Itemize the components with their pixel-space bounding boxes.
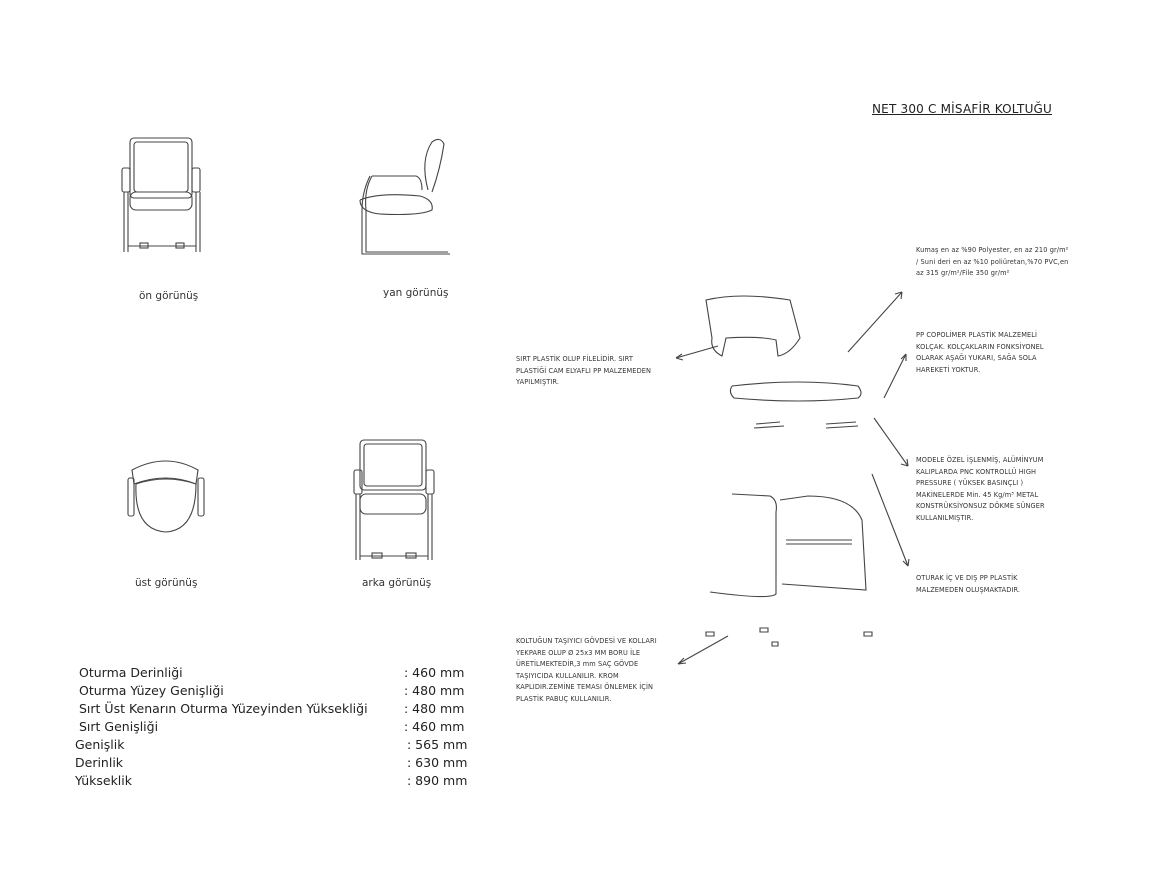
note-line: MALZEMEDEN OLUŞMAKTADIR. bbox=[916, 585, 1021, 594]
note-line: ÜRETİLMEKTEDİR,3 mm SAÇ GÖVDE bbox=[516, 660, 639, 668]
back-view-drawing bbox=[354, 440, 434, 560]
exploded-view-drawing bbox=[706, 296, 872, 646]
note-back-shell bbox=[516, 354, 651, 389]
spec-label: Oturma Yüzey Genişliği bbox=[79, 683, 224, 698]
spec-value: : 890 mm bbox=[407, 773, 468, 788]
note-frame bbox=[516, 636, 657, 705]
spec-label: Oturma Derinliği bbox=[79, 665, 183, 680]
note-line: / Suni deri en az %10 poliüretan,%70 PVC,en bbox=[916, 257, 1069, 266]
spec-value: : 460 mm bbox=[404, 665, 465, 680]
note-line: Kumaş en az %90 Polyester, en az 210 gr/m² bbox=[916, 246, 1069, 254]
back-view-label: arka görünüş bbox=[362, 577, 432, 589]
note-line: MODELE ÖZEL İŞLENMİŞ, ALÜMİNYUM bbox=[916, 456, 1044, 464]
note-line: KONSTRÜKSİYONSUZ DÖKME SÜNGER bbox=[916, 502, 1045, 510]
note-foam bbox=[916, 455, 1045, 524]
spec-label: Genişlik bbox=[75, 737, 125, 752]
spec-value: : 460 mm bbox=[404, 719, 465, 734]
spec-label: Yükseklik bbox=[75, 773, 132, 788]
note-line: HAREKETİ YOKTUR. bbox=[916, 365, 981, 374]
spec-label: Derinlik bbox=[75, 755, 124, 770]
note-seat-shell bbox=[916, 573, 1020, 596]
note-line: PLASTİK PABUÇ KULLANILIR. bbox=[516, 694, 612, 703]
note-line: MAKİNELERDE Min. 45 Kg/m³ METAL bbox=[916, 490, 1039, 499]
note-fabric bbox=[916, 245, 1068, 280]
spec-label: Sırt Genişliği bbox=[79, 719, 159, 734]
page-title: NET 300 C MİSAFİR KOLTUĞU bbox=[872, 102, 1053, 116]
note-line: TAŞIYICIDA KULLANILIR. KROM bbox=[516, 671, 619, 680]
note-line: PLASTİĞİ CAM ELYAFLI PP MALZEMEDEN bbox=[516, 366, 652, 375]
note-armrest bbox=[916, 330, 1044, 376]
front-view-drawing bbox=[122, 138, 200, 252]
side-view-label: yan görünüş bbox=[383, 287, 449, 299]
front-view-label: ön görünüş bbox=[139, 290, 199, 302]
note-line: KAPLIDIR.ZEMİNE TEMASI ÖNLEMEK İÇİN bbox=[516, 683, 654, 691]
note-line: SIRT PLASTİK OLUP FİLELİDİR. SIRT bbox=[516, 355, 633, 363]
spec-label: Sırt Üst Kenarın Oturma Yüzeyinden Yüksekliği bbox=[79, 701, 368, 716]
note-line: KULLANILMIŞTIR. bbox=[916, 513, 974, 522]
note-line: PRESSURE ( YÜKSEK BASINÇLI ) bbox=[916, 479, 1024, 487]
note-line: PP COPOLİMER PLASTİK MALZEMELİ bbox=[916, 331, 1038, 339]
note-line: OTURAK İÇ VE DIŞ PP PLASTİK bbox=[916, 574, 1018, 582]
spec-value: : 480 mm bbox=[404, 701, 465, 716]
note-line: KOLTUĞUN TAŞIYICI GÖVDESİ VE KOLLARI bbox=[516, 637, 657, 645]
top-view-label: üst görünüş bbox=[135, 577, 198, 589]
side-view-drawing bbox=[360, 139, 450, 254]
note-line: KOLÇAK. KOLÇAKLARIN FONKSİYONEL bbox=[916, 342, 1044, 351]
note-line: OLARAK AŞAĞI YUKARI, SAĞA SOLA bbox=[916, 354, 1037, 362]
note-line: YAPILMIŞTIR. bbox=[516, 378, 560, 386]
spec-value: : 565 mm bbox=[407, 737, 468, 752]
note-line: YEKPARE OLUP Ø 25x3 MM BORU İLE bbox=[516, 648, 641, 657]
spec-value: : 630 mm bbox=[407, 755, 468, 770]
top-view-drawing bbox=[128, 461, 204, 532]
note-line: az 315 gr/m²/File 350 gr/m² bbox=[916, 269, 1010, 277]
spec-value: : 480 mm bbox=[404, 683, 465, 698]
note-line: KALIPLARDA PNC KONTROLLÜ HIGH bbox=[916, 467, 1037, 476]
